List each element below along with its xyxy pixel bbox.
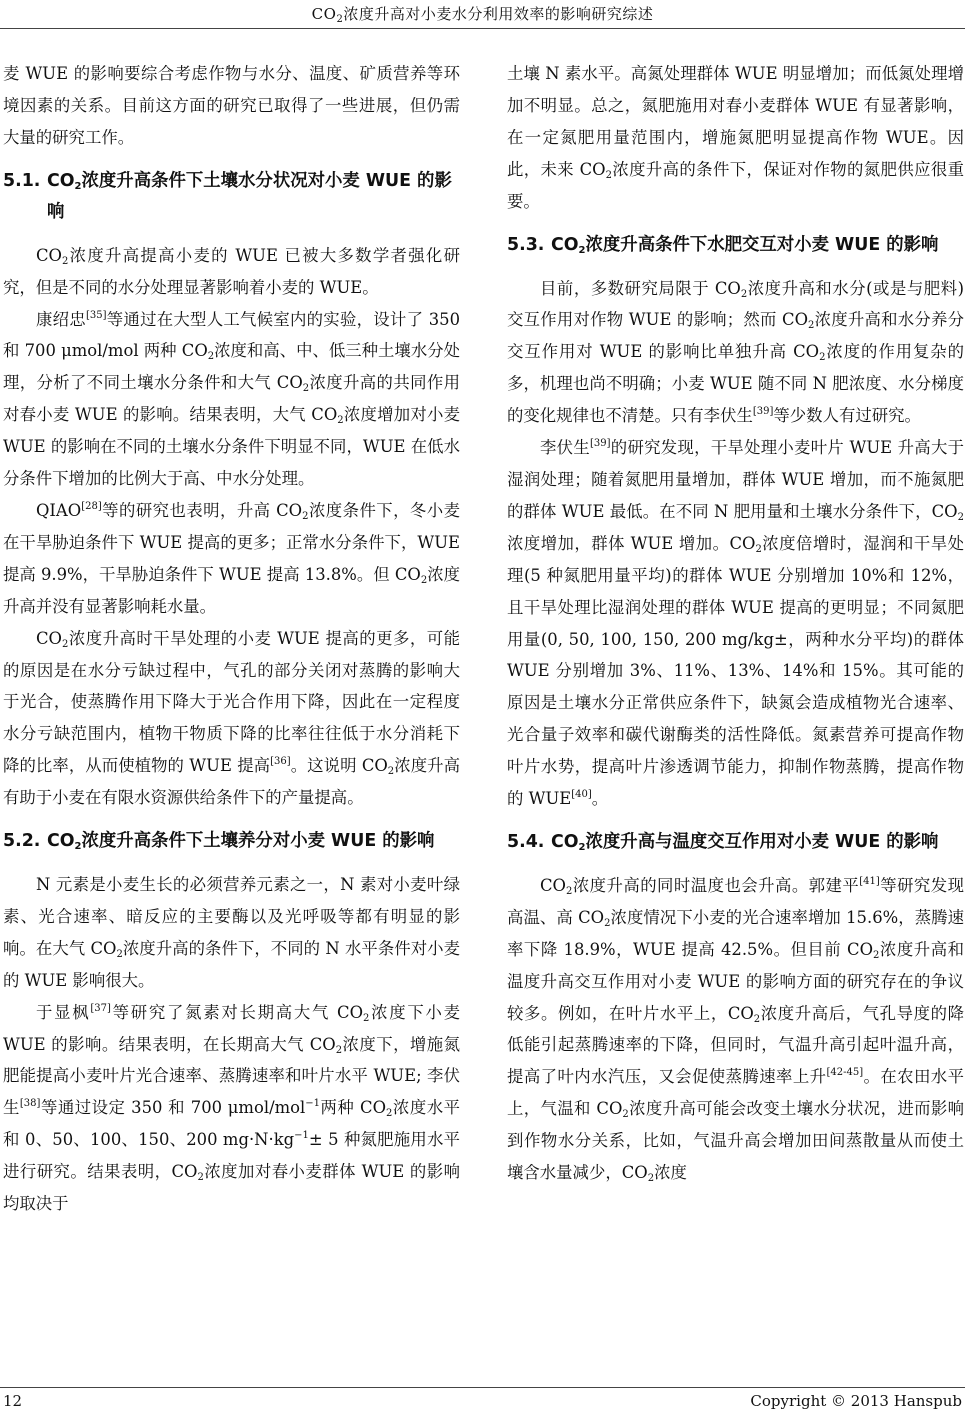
citation-link[interactable]: [36] bbox=[270, 756, 291, 768]
paragraph bbox=[507, 870, 964, 1189]
section-title: $CO_2$浓度升高条件下水肥交互对小麦 WUE 的影响 bbox=[551, 234, 939, 256]
text: 等通过在大型人工气候室内的实验，设计了 350 和 700 μmol/mol 两种 $CO_2$浓度和高、中、低三种土壤水分处理，分析了不同土壤水分条件和大气 $CO_2$浓度升高的共同作用对春小麦 WUE 的影响。结果表明，大气 $CO_2$浓度增加对小麦 WUE 的影响在不同的土壤水分条件下明显不同，WUE 在低水分条件下增加的比例大于高、中水分处理。 bbox=[3, 309, 460, 489]
section-number: 5.4. bbox=[507, 831, 545, 852]
citation-link[interactable]: [41] bbox=[859, 875, 880, 887]
section-number: 5.3. bbox=[507, 234, 545, 255]
paragraph: $CO_2$浓度升高提高小麦的 WUE 已被大多数学者强化研究，但是不同的水分处理显著影响着小麦的 WUE。 bbox=[3, 245, 460, 297]
text: 等研究了氮素对长期高大气 $CO_2$浓度下小麦 WUE 的影响。结果表明，在长期高大气 $CO_2$浓度下，增施氮肥能提高小麦叶片光合速率、蒸腾速率和叶片水平 WUE; 李伏生 bbox=[3, 1002, 461, 1118]
text: ± 5 种氮肥施用水平进行研究。结果表明，$CO_2$浓度加对春小麦群体 WUE 的影响均取决于 bbox=[3, 1130, 461, 1214]
paragraph bbox=[3, 623, 460, 814]
section-title: $CO_2$浓度升高条件下土壤养分对小麦 WUE 的影响 bbox=[47, 831, 435, 853]
text: 李伏生 bbox=[540, 438, 590, 458]
text: 等研究发现高温、高 $CO_2$浓度情况下小麦的光合速率增加 15.6%，蒸腾速率下降 18.9%，WUE 提高 42.5%。但目前 $CO_2$浓度升高和温度升高交互作用对小麦 WUE 的影响方面的研究存在的争议较多。例如，在叶片水平上，$CO_2$浓度升高后，气孔导度的降低能引起蒸腾速率的下降，但同时，气温升高引起叶温升高，提高了叶内水汽压，又会促使蒸腾速率上升 bbox=[507, 875, 965, 1087]
paragraph bbox=[3, 997, 460, 1220]
text: 等通过设定 350 和 700 μmol/mol bbox=[40, 1098, 306, 1118]
exponent: −1 bbox=[294, 1130, 309, 1142]
paragraph bbox=[3, 495, 460, 623]
section-number: 5.2. bbox=[3, 831, 41, 852]
right-column bbox=[507, 58, 964, 1189]
section-5-2-heading bbox=[3, 826, 460, 857]
section-5-1-heading bbox=[3, 166, 460, 228]
text: $CO_2$浓度升高的同时温度也会升高。郭建平 bbox=[540, 875, 860, 897]
citation-link[interactable]: [38] bbox=[19, 1098, 41, 1110]
text: 目前，多数研究局限于 $CO_2$浓度升高和水分(或是与肥料)交互作用对作物 WUE 的影响；然而 $CO_2$浓度升高和水分养分交互作用对 WUE 的影响比单独升高 $CO_2$浓度的作用复杂的多，机理也尚不明确；小麦 WUE 随不同 N 肥浓度、水分梯度的变化规律也不清楚。只有李伏生 bbox=[507, 278, 965, 426]
citation-link[interactable]: [37] bbox=[90, 1002, 111, 1014]
citation-link[interactable]: [39] bbox=[589, 438, 611, 450]
exponent: −1 bbox=[305, 1098, 321, 1110]
header-rule bbox=[0, 28, 965, 29]
section-title: $CO_2$浓度升高条件下土壤水分状况对小麦 WUE 的影响 bbox=[47, 170, 452, 222]
citation-link[interactable]: [28] bbox=[81, 500, 102, 512]
citation-link[interactable]: [40] bbox=[571, 789, 592, 801]
running-title: $CO_2$浓度升高对小麦水分利用效率的影响研究综述 bbox=[311, 5, 654, 25]
text: $CO_2$浓度升高时干旱处理的小麦 WUE 提高的更多，可能的原因是在水分亏缺过程中，气孔的部分关闭对蒸腾的影响大于光合，使蒸腾作用下降大于光合作用下降，因此在一定程度水分亏缺范围内，植物干物质下降的比率往往低于水分消耗下降的比率，从而使植物的 WUE 提高 bbox=[3, 628, 460, 776]
text: 等少数人有过研究。 bbox=[773, 406, 921, 426]
text: 。 bbox=[591, 789, 609, 809]
text: 。在农田水平上，气温和 $CO_2$浓度升高可能会改变土壤水分状况，进而影响到作物水分关系，比如，气温升高会增加田间蒸散量从而使土壤含水量减少，$CO_2$浓度 bbox=[507, 1067, 965, 1185]
paragraph bbox=[3, 304, 460, 495]
section-title: $CO_2$浓度升高与温度交互作用对小麦 WUE 的影响 bbox=[551, 831, 939, 853]
section-number: 5.1. bbox=[3, 170, 41, 191]
text: 等的研究也表明，升高 $CO_2$浓度条件下，冬小麦在干旱胁迫条件下 WUE 提高的更多；正常水分条件下，WUE 提高 9.9%，干旱胁迫条件下 WUE 提高 13.8%。但 $CO_2$浓度升高并没有显著影响耗水量。 bbox=[3, 500, 460, 616]
paragraph bbox=[507, 432, 964, 815]
page-number: 12 bbox=[3, 1392, 23, 1410]
citation-link[interactable]: [39] bbox=[752, 406, 774, 418]
text: 的研究发现，干旱处理小麦叶片 WUE 升高大于湿润处理；随着氮肥用量增加，群体 WUE 增加，而不施氮肥的群体 WUE 最低。在不同 N 肥用量和土壤水分条件下，$CO_2$浓度增加，群体 WUE 增加。$CO_2$浓度倍增时，湿润和干旱处理(5 种氮肥用量平均)的群体 WUE 分别增加 10%和 12%，且干旱处理比湿润处理的群体 WUE 提高的更明显；不同氮肥用量(0, 50, 100, 150, 200 mg/kg±，两种水分平均)的群体 WUE 分别增加 3%、11%、13%、14%和 15%。其可能的原因是土壤水分正常供应条件下，缺氮会造成植物光合速率、光合量子效率和碳代谢酶类的活性降低。氮素营养可提高作物叶片水势，提高叶片渗透调节能力，抑制作物蒸腾，提高作物的 WUE bbox=[507, 438, 964, 809]
paragraph: 土壤 N 素水平。高氮处理群体 WUE 明显增加；而低氮处理增加不明显。总之，氮肥施用对春小麦群体 WUE 有显著影响，在一定氮肥用量范围内，增施氮肥明显提高作物 WUE。因此，未来 $CO_2$浓度升高的条件下，保证对作物的氮肥供应很重要。 bbox=[507, 64, 965, 211]
left-column bbox=[3, 58, 460, 1220]
text: 。这说明 $CO_2$浓度升高有助于小麦在有限水资源供给条件下的产量提高。 bbox=[3, 756, 460, 808]
footer-rule bbox=[0, 1387, 965, 1388]
paragraph: N 元素是小麦生长的必须营养元素之一，N 素对小麦叶绿素、光合速率、暗反应的主要酶以及光呼吸等都有明显的影响。在大气 $CO_2$浓度升高的条件下，不同的 N 水平条件对小麦的 WUE 影响很大。 bbox=[3, 875, 460, 990]
paragraph bbox=[507, 273, 964, 433]
copyright-notice: Copyright © 2013 Hanspub bbox=[750, 1392, 962, 1410]
text: 两种 $CO_2$浓度水平和 0、50、100、150、200 mg·N·kg bbox=[3, 1098, 461, 1150]
section-5-3-heading bbox=[507, 230, 964, 261]
text: QIAO bbox=[36, 500, 82, 520]
text: 康绍忠 bbox=[36, 309, 86, 329]
intro-paragraph: 麦 WUE 的影响要综合考虑作物与水分、温度、矿质营养等环境因素的关系。目前这方面的研究已取得了一些进展，但仍需大量的研究工作。 bbox=[3, 64, 460, 147]
text: 于显枫 bbox=[36, 1002, 91, 1022]
citation-link[interactable]: [35] bbox=[85, 309, 107, 321]
citation-link[interactable]: [42-45] bbox=[826, 1067, 864, 1079]
section-5-4-heading bbox=[507, 827, 964, 858]
